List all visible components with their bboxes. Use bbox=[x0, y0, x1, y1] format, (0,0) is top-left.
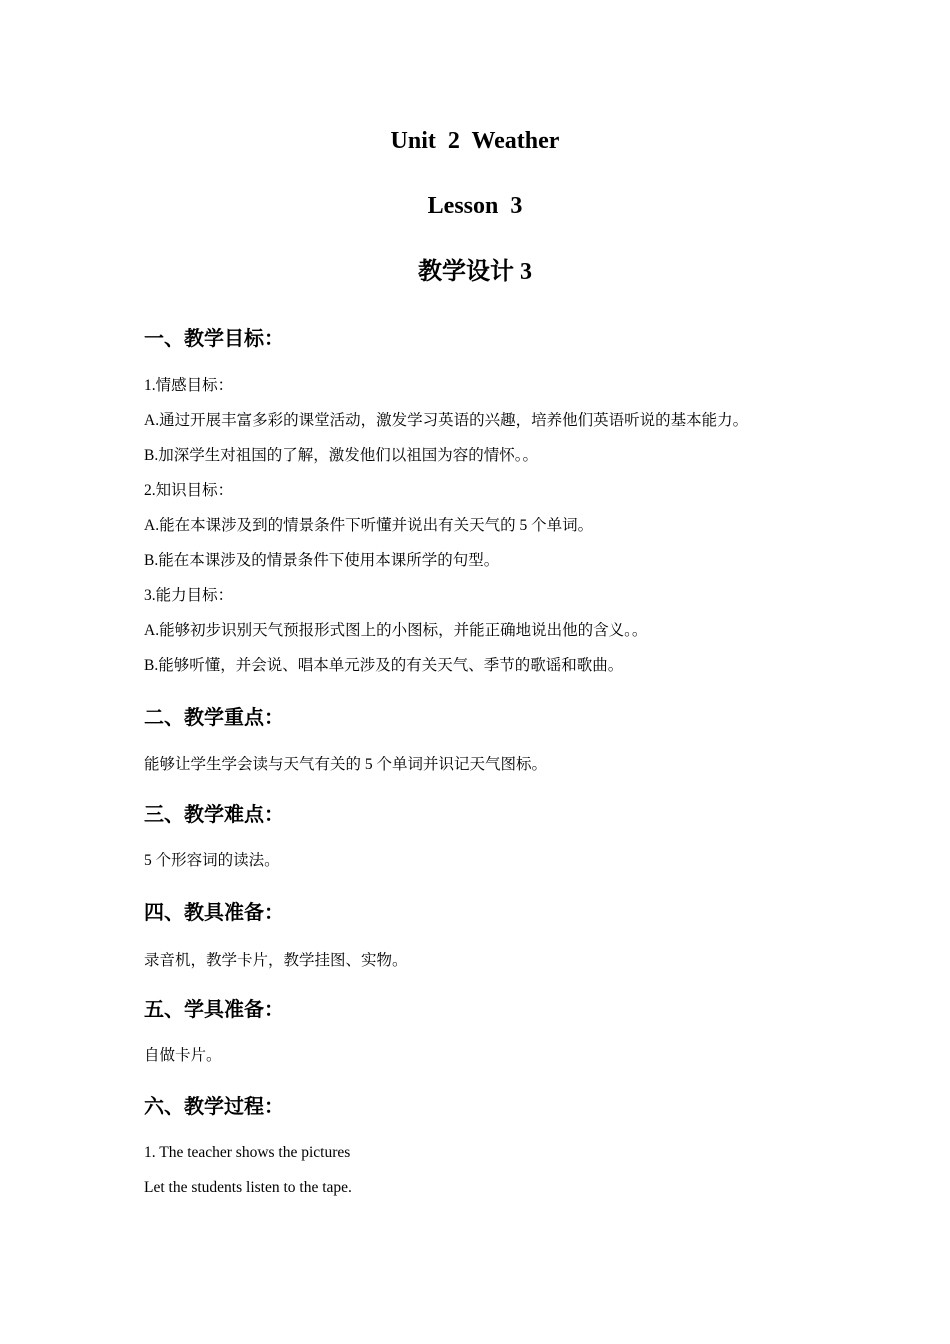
objective-line: B.加深学生对祖国的了解，激发他们以祖国为容的情怀。。 bbox=[144, 447, 538, 464]
difficulties-text: 5 个形容词的读法。 bbox=[144, 852, 280, 869]
objective-line: B.能够听懂，并会说、唱本单元涉及的有关天气、季节的歌谣和歌曲。 bbox=[144, 657, 624, 674]
section-heading-difficulties: 三、教学难点： bbox=[144, 802, 284, 826]
unit-title: Unit 2 Weather bbox=[390, 128, 560, 154]
section-heading-process: 六、教学过程： bbox=[144, 1094, 284, 1118]
objective-line: 1.情感目标： bbox=[144, 377, 234, 394]
key-points-text: 能够让学生学会读与天气有关的 5 个单词并识记天气图标。 bbox=[144, 756, 548, 773]
section-heading-objectives: 一、教学目标： bbox=[144, 326, 284, 350]
design-title: 教学设计 3 bbox=[418, 259, 532, 285]
objective-line: 2.知识目标： bbox=[144, 482, 234, 499]
teaching-aids-text: 录音机，教学卡片，教学挂图、实物。 bbox=[144, 952, 408, 969]
objective-line: A.能够初步识别天气预报形式图上的小图标，并能正确地说出他的含义。。 bbox=[144, 622, 648, 639]
process-line: 1. The teacher shows the pictures bbox=[144, 1144, 351, 1161]
objective-line: A.能在本课涉及到的情景条件下听懂并说出有关天气的 5 个单词。 bbox=[144, 517, 594, 534]
student-materials-text: 自做卡片。 bbox=[144, 1047, 222, 1064]
section-heading-key-points: 二、教学重点： bbox=[144, 705, 284, 729]
objective-line: 3.能力目标： bbox=[144, 587, 234, 604]
section-heading-student-materials: 五、学具准备： bbox=[144, 997, 284, 1021]
section-heading-teaching-aids: 四、教具准备： bbox=[144, 900, 284, 924]
lesson-title: Lesson 3 bbox=[427, 193, 523, 219]
process-line: Let the students listen to the tape. bbox=[144, 1179, 352, 1196]
objective-line: A.通过开展丰富多彩的课堂活动，激发学习英语的兴趣，培养他们英语听说的基本能力。 bbox=[144, 412, 749, 429]
objective-line: B.能在本课涉及的情景条件下使用本课所学的句型。 bbox=[144, 552, 500, 569]
